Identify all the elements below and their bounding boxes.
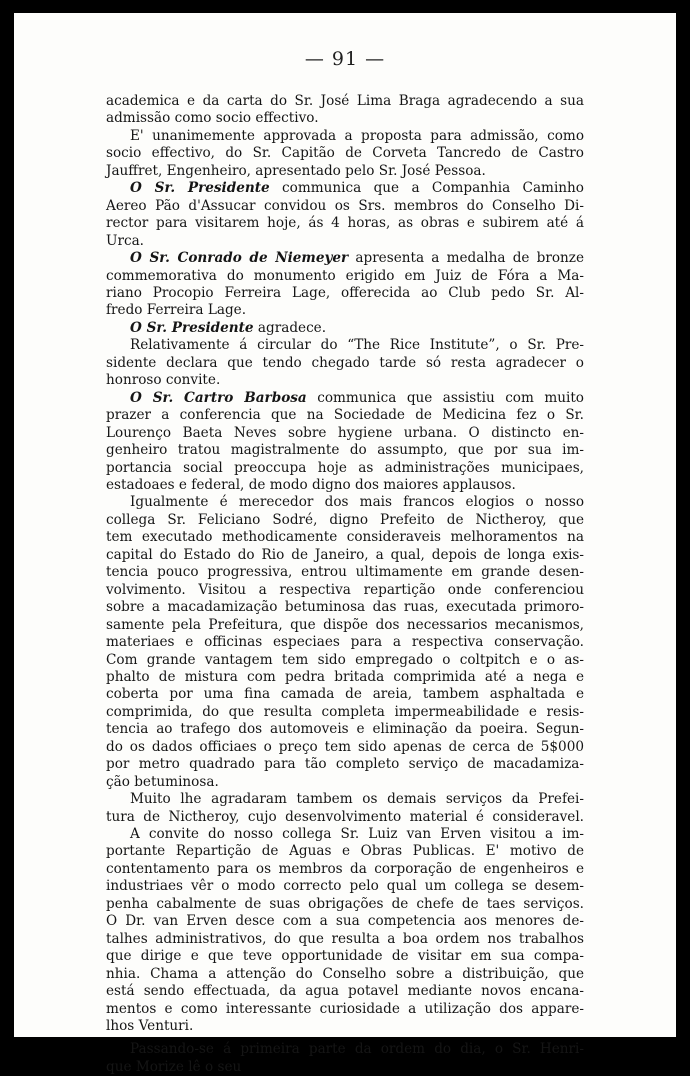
text-line [106, 774, 584, 791]
text-line [106, 983, 584, 1000]
line-text: sobre a macadamização betuminosa das ruas, executada primoro- [106, 599, 584, 616]
text-line [106, 337, 584, 354]
line-text: agradece. [253, 319, 327, 336]
text-line [106, 861, 584, 878]
line-text: coberta por uma fina camada de areia, tambem asphaltada e [106, 686, 584, 703]
text-line [106, 355, 584, 372]
body-text [106, 93, 584, 1076]
line-text: Relativamente á circular do “The Rice Institute”, o Sr. Pre- [130, 337, 584, 354]
line-text: academica e da carta do Sr. José Lima Braga agradecendo a sua [106, 93, 584, 109]
line-text: contentamento para os membros da corporação de engenheiros e [106, 860, 584, 877]
text-line [106, 110, 584, 127]
text-line [106, 163, 584, 180]
line-text: sidente declara que tendo chegado tarde só resta agradecer o [106, 354, 584, 371]
line-text: capital do Estado do Rio de Janeiro, a qual, depois de longa exis- [106, 546, 584, 563]
line-text: industriaes vêr o modo correcto pelo qual um collega se desem- [106, 878, 584, 895]
text-line [106, 145, 584, 162]
line-text: ção betuminosa. [106, 773, 219, 790]
text-line [106, 302, 584, 319]
line-text: Urca. [106, 232, 144, 249]
line-text: admissão como socio effectivo. [106, 110, 319, 127]
text-line [106, 285, 584, 302]
line-text: nhia. Chama a attenção do Conselho sobre a distribuição, que [106, 965, 584, 982]
text-line [106, 1041, 584, 1058]
text-line [106, 128, 584, 145]
text-line [106, 809, 584, 826]
line-text: estadoaes e federal, de modo digno dos maiores applausos. [106, 476, 516, 493]
line-text: talhes administrativos, do que resulta a boa ordem nos trabalhos [106, 930, 584, 947]
line-text: penha cabalmente de suas obrigações de chefe de taes serviços. [106, 895, 584, 912]
text-line [106, 390, 584, 407]
text-line [106, 582, 584, 599]
text-line [106, 686, 584, 703]
speaker-name: O Sr. Presidente [130, 319, 254, 336]
line-text: commemorativa do monumento erigido em Juiz de Fóra a Ma- [106, 267, 584, 284]
line-text: A convite do nosso collega Sr. Luiz van Erven visitou a im- [130, 826, 584, 843]
line-text: Igualmente é merecedor dos mais francos elogios o nosso [130, 494, 584, 511]
line-text: tencia ao trafego dos automoveis e eliminação da poeira. Segun- [106, 721, 584, 738]
text-line [106, 407, 584, 424]
line-text: por metro quadrado para tão completo serviço de macadamiza- [106, 756, 584, 773]
text-line [106, 669, 584, 686]
text-line [106, 477, 584, 494]
text-line [106, 93, 584, 110]
text-line [106, 180, 584, 197]
text-line [106, 931, 584, 948]
text-line [106, 1018, 584, 1035]
line-text: prazer a conferencia que na Sociedade de Medicina fez o Sr. [106, 407, 584, 424]
line-text: que Morize lê o seu [106, 1058, 242, 1075]
text-line [106, 1001, 584, 1018]
line-text: collega Sr. Feliciano Sodré, digno Prefeito de Nictheroy, que [106, 511, 584, 528]
text-line [106, 913, 584, 930]
line-text: phalto de mistura com pedra britada comprimida até a nega e [106, 668, 584, 685]
text-line [106, 547, 584, 564]
line-text: comprimida, do que resulta completa impermeabilidade e resis- [106, 703, 584, 720]
text-line [106, 704, 584, 721]
line-text: tura de Nictheroy, cujo desenvolvimento material é consideravel. [106, 808, 584, 825]
line-text: communica que a Companhia Caminho [269, 180, 584, 197]
text-line [106, 599, 584, 616]
line-text: mentos e como interessante curiosidade a utilização dos appare- [106, 1000, 584, 1017]
text-line [106, 460, 584, 477]
line-text: volvimento. Visitou a respectiva repartição onde conferenciou [106, 581, 584, 598]
line-text: do os dados officiaes o preço tem sido apenas de cerca de 5$000 [106, 738, 584, 755]
text-line [106, 320, 584, 337]
line-text: rector para visitarem hoje, ás 4 horas, as obras e subirem até á [106, 215, 584, 232]
line-text: está sendo effectuada, da agua potavel mediante novos encana- [106, 983, 584, 1000]
line-text: materiaes e officinas especiaes para a respectiva conservação. [106, 634, 584, 651]
text-line [106, 739, 584, 756]
line-text: Muito lhe agradaram tambem os demais serviços da Prefei- [130, 791, 584, 808]
text-line [106, 1059, 584, 1076]
text-line [106, 512, 584, 529]
text-line [106, 564, 584, 581]
text-line [106, 826, 584, 843]
speaker-name: O Sr. Cartro Barbosa [130, 389, 307, 406]
page-number: — 91 — [304, 48, 386, 70]
text-line [106, 896, 584, 913]
text-line [106, 652, 584, 669]
line-text: samente pela Prefeitura, que dispõe dos necessarios mecanismos, [106, 616, 584, 633]
line-text: lhos Venturi. [106, 1018, 194, 1035]
text-line [106, 721, 584, 738]
line-text: Aereo Pão d'Assucar convidou os Srs. membros do Conselho Di- [106, 197, 584, 214]
text-line [106, 617, 584, 634]
text-line [106, 494, 584, 511]
line-text: genheiro tratou magistralmente do assumpto, que por sua im- [106, 442, 584, 459]
text-line [106, 529, 584, 546]
line-text: Com grande vantagem tem sido empregado o coltpitch e o as- [106, 651, 584, 668]
text-line [106, 425, 584, 442]
line-text: socio effectivo, do Sr. Capitão de Corveta Tancredo de Castro [106, 145, 584, 162]
line-text: apresenta a medalha de bronze [348, 250, 584, 267]
text-line [106, 966, 584, 983]
line-text: honroso convite. [106, 372, 221, 389]
line-text: fredo Ferreira Lage. [106, 302, 247, 319]
line-text: que dirige e que teve opportunidade de visitar em sua compa- [106, 948, 584, 965]
line-text: Jauffret, Engenheiro, apresentado pelo Sr. José Pessoa. [106, 162, 486, 179]
text-line [106, 250, 584, 267]
text-line [106, 372, 584, 389]
speaker-name: O Sr. Presidente [130, 180, 270, 197]
line-text: Lourenço Baeta Neves sobre hygiene urbana. O distincto en- [106, 424, 584, 441]
text-line [106, 791, 584, 808]
line-text: E' unanimemente approvada a proposta para admissão, como [130, 127, 584, 144]
line-text: Passando-se á primeira parte da ordem do dia, o Sr. Henri- [130, 1041, 584, 1058]
line-text: portancia social preoccupa hoje as administrações municipaes, [106, 459, 584, 476]
text-line [106, 233, 584, 250]
text-line [106, 948, 584, 965]
line-text: communica que assistiu com muito [306, 389, 584, 406]
speaker-name: O Sr. Conrado de Niemeyer [130, 250, 349, 267]
line-text: tem executado methodicamente consideraveis melhoramentos na [106, 529, 584, 546]
line-text: O Dr. van Erven desce com a sua competencia aos menores de- [106, 913, 584, 930]
text-line [106, 843, 584, 860]
text-line [106, 634, 584, 651]
line-text: portante Repartição de Aguas e Obras Publicas. E' motivo de [106, 843, 584, 860]
text-line [106, 878, 584, 895]
text-line [106, 756, 584, 773]
text-line [106, 442, 584, 459]
line-text: riano Procopio Ferreira Lage, offerecida ao Club pedo Sr. Al- [106, 284, 584, 301]
line-text: tencia pouco progressiva, entrou ultimamente em grande desen- [106, 564, 584, 581]
text-line [106, 215, 584, 232]
document-page [14, 13, 676, 1075]
text-line [106, 268, 584, 285]
text-line [106, 198, 584, 215]
